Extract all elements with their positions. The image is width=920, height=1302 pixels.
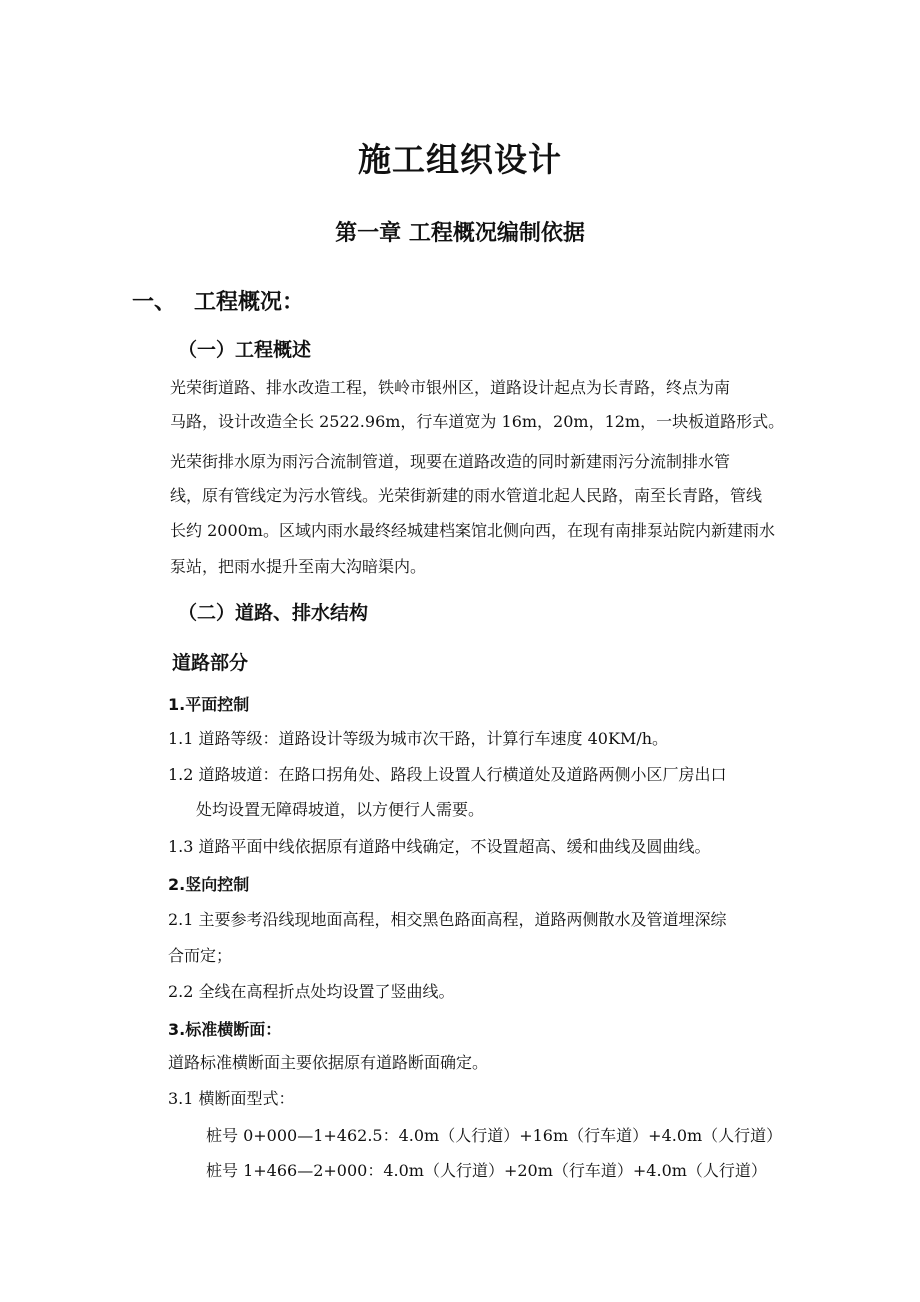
item-heading: 3.标准横断面： bbox=[168, 1020, 282, 1039]
paragraph-line: 2.1 主要参考沿线现地面高程，相交黑色路面高程，道路两侧散水及管道埋深综 bbox=[168, 910, 727, 929]
chapter-heading: 第一章 工程概况编制依据 bbox=[335, 221, 585, 246]
part-heading-road: 道路部分 bbox=[172, 652, 249, 674]
paragraph-line: 光荣街排水原为雨污合流制管道，现要在道路改造的同时新建雨污分流制排水管 bbox=[170, 452, 731, 471]
paragraph-line: 光荣街道路、排水改造工程，铁岭市银州区，道路设计起点为长青路，终点为南 bbox=[170, 378, 731, 397]
paragraph-line: 1.3 道路平面中线依据原有道路中线确定，不设置超高、缓和曲线及圆曲线。 bbox=[168, 837, 711, 856]
paragraph-line: 合而定； bbox=[168, 946, 233, 965]
subsection-heading-overview: （一）工程概述 bbox=[178, 339, 312, 361]
paragraph-line: 处均设置无障碍坡道，以方便行人需要。 bbox=[196, 800, 485, 819]
paragraph-line: 马路，设计改造全长 2522.96m，行车道宽为 16m，20m，12m，一块板道路形式。 bbox=[170, 412, 785, 431]
subsection-heading-structure: （二）道路、排水结构 bbox=[178, 602, 369, 624]
paragraph-line: 2.2 全线在高程折点处均设置了竖曲线。 bbox=[168, 982, 455, 1001]
paragraph-line: 线，原有管线定为污水管线。光荣街新建的雨水管道北起人民路，南至长青路，管线 bbox=[170, 486, 763, 505]
section-number: 一、 bbox=[132, 290, 177, 315]
section-label: 工程概况： bbox=[194, 290, 305, 315]
paragraph-line: 桩号 0+000—1+462.5：4.0m（人行道）+16m（行车道）+4.0m（人行道） bbox=[206, 1126, 783, 1145]
paragraph-line: 1.1 道路等级：道路设计等级为城市次干路，计算行车速度 40KM/h。 bbox=[168, 729, 669, 748]
document-title: 施工组织设计 bbox=[358, 140, 562, 179]
paragraph-line: 道路标准横断面主要依据原有道路断面确定。 bbox=[168, 1053, 489, 1072]
paragraph-line: 1.2 道路坡道：在路口拐角处、路段上设置人行横道处及道路两侧小区厂房出口 bbox=[168, 765, 727, 784]
paragraph-line: 3.1 横断面型式： bbox=[168, 1089, 295, 1108]
item-heading: 2.竖向控制 bbox=[168, 875, 250, 894]
paragraph-line: 长约 2000m。区域内雨水最终经城建档案馆北侧向西，在现有南排泵站院内新建雨水 bbox=[170, 521, 775, 540]
paragraph-line: 泵站，把雨水提升至南大沟暗渠内。 bbox=[170, 557, 427, 576]
section-heading bbox=[132, 285, 304, 316]
paragraph-line: 桩号 1+466—2+000：4.0m（人行道）+20m（行车道）+4.0m（人行道） bbox=[206, 1161, 767, 1180]
item-heading: 1.平面控制 bbox=[168, 695, 250, 714]
